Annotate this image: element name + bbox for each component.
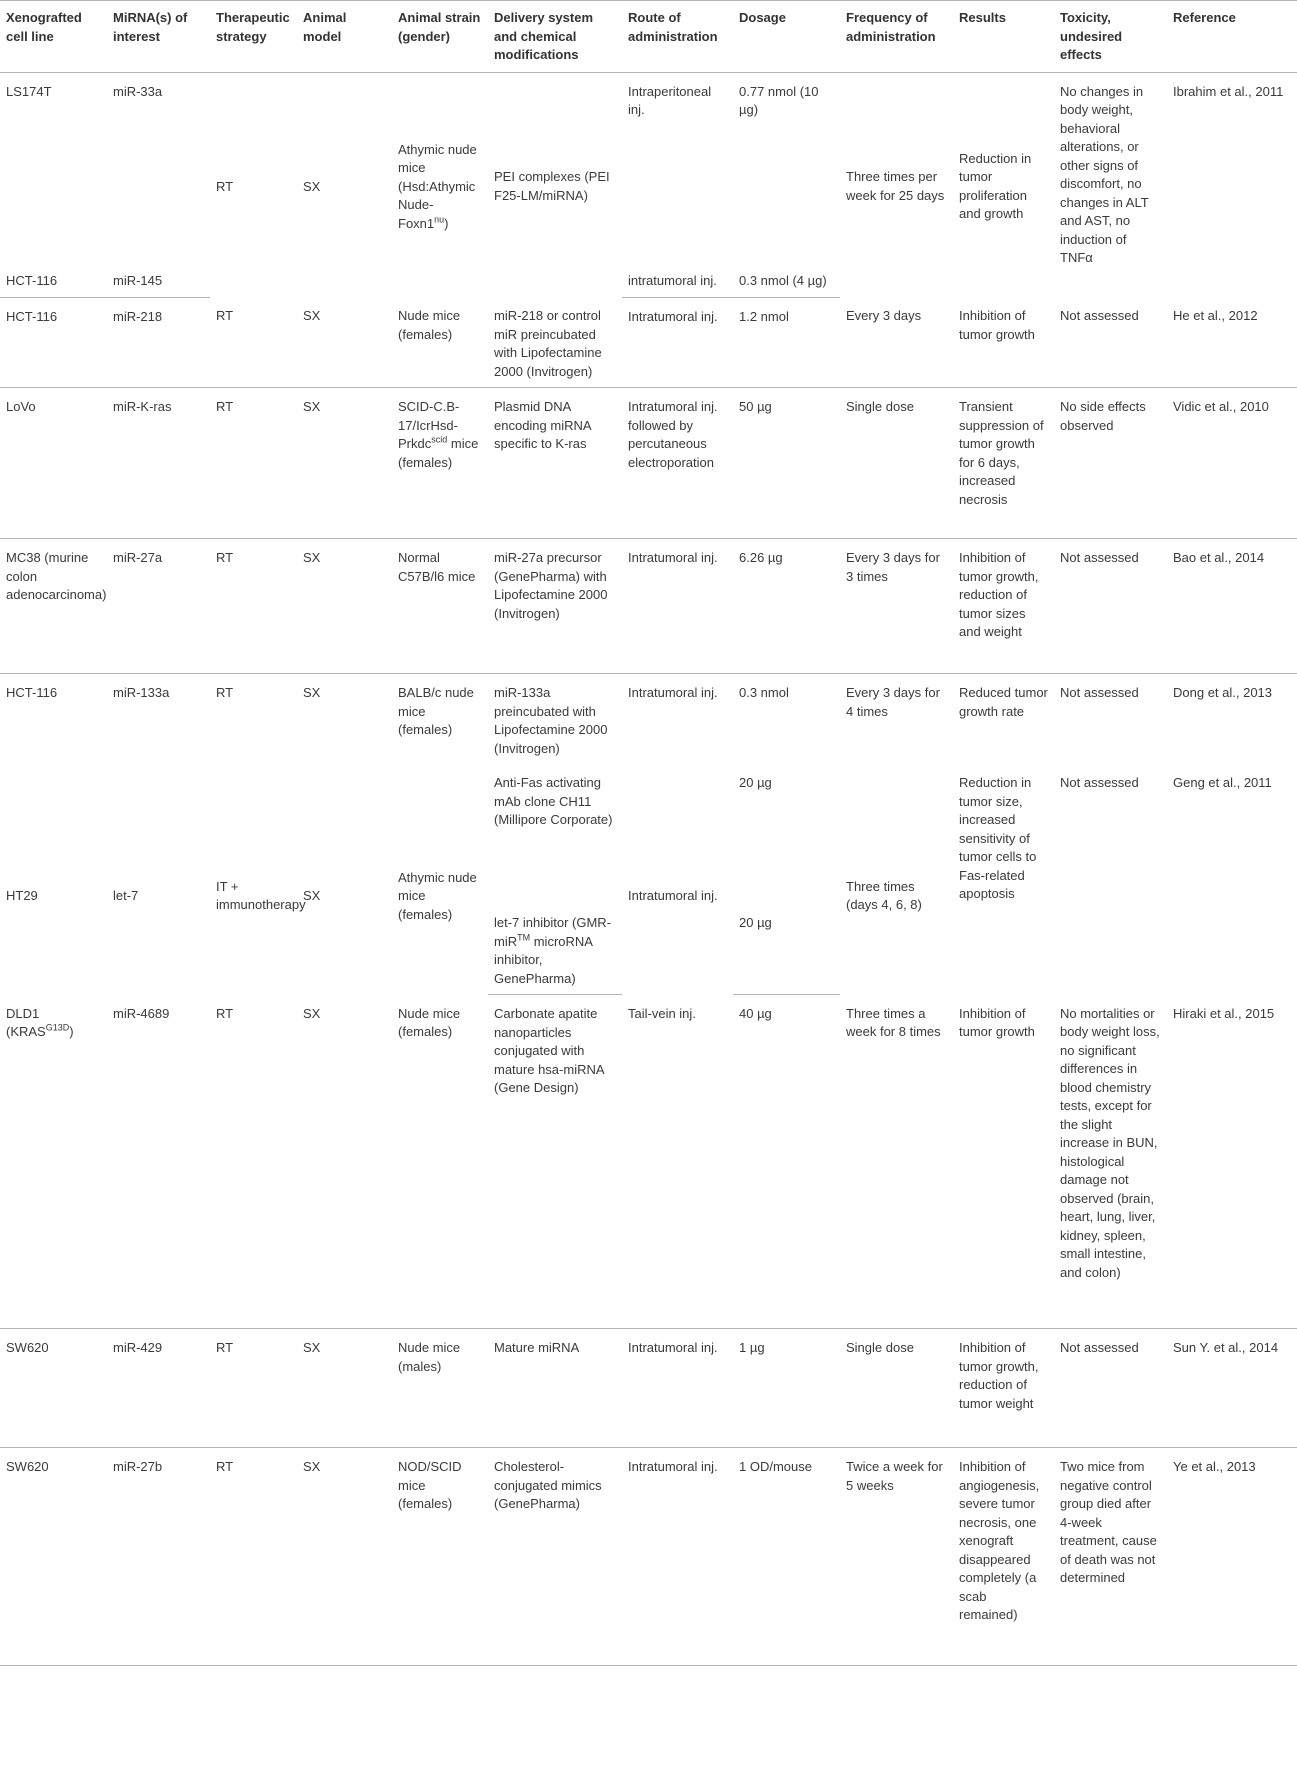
strategy: RT <box>210 388 297 539</box>
toxicity: No side effects observed <box>1054 388 1167 539</box>
col-header-dosage: Dosage <box>733 1 840 73</box>
mirna: miR-145 <box>107 150 210 297</box>
frequency: Single dose <box>840 1329 953 1448</box>
dosage: 0.3 nmol (4 µg) <box>733 150 840 297</box>
animal-model: SX <box>303 888 321 903</box>
mirna: miR-4689 <box>107 995 210 1329</box>
col-header-delivery: Delivery system and chemical modifications <box>488 1 622 73</box>
toxicity: No changes in body weight, behavioral alterations, or other signs of discomfort, no changes in ALT and AST, no induction of TNFα <box>1060 83 1149 265</box>
table-row <box>0 674 1297 765</box>
frequency: Single dose <box>840 388 953 539</box>
animal-model: SX <box>297 297 392 388</box>
delivery-system: Carbonate apatite nanoparticles conjugated with mature hsa-miRNA (Gene Design) <box>488 995 622 1329</box>
route: Intratumoral inj. <box>628 685 718 700</box>
cell-line: HCT-116 <box>6 685 58 700</box>
col-header-mirna: MiRNA(s) of interest <box>107 1 210 73</box>
route: Intratumoral inj. followed by percutaneous electroporation <box>622 388 733 539</box>
table-row <box>0 297 1297 388</box>
animal-strain: Nude mice (females) <box>392 995 488 1329</box>
table-row <box>0 1448 1297 1666</box>
mirna: miR-33a <box>113 83 163 99</box>
toxicity: Not assessed <box>1054 539 1167 674</box>
route: Intratumoral inj. <box>622 297 733 388</box>
results: Inhibition of tumor growth <box>953 297 1054 388</box>
reference: Bao et al., 2014 <box>1167 539 1297 674</box>
strategy: RT <box>210 1448 297 1666</box>
dosage: 40 µg <box>733 995 840 1329</box>
cell-line: SW620 <box>0 1448 107 1666</box>
dosage: 20 µg <box>733 904 840 995</box>
reference: Ibrahim et al., 2011 <box>1173 83 1284 99</box>
strategy: RT <box>210 1329 297 1448</box>
animal-model: SX <box>303 178 321 194</box>
strategy: RT <box>210 539 297 674</box>
cell-line: LoVo <box>0 388 107 539</box>
mirna: miR-K-ras <box>107 388 210 539</box>
col-header-cell-line: Xenografted cell line <box>0 1 107 73</box>
animal-strain: SCID-C.B-17/IcrHsd-Prkdc$^{scid}$ mice (females) <box>392 388 488 539</box>
frequency: Three times per week for 25 days <box>846 169 945 203</box>
results: Transient suppression of tumor growth for 6 days, increased necrosis <box>953 388 1054 539</box>
toxicity: Two mice from negative control group died after 4-week treatment, cause of death was not determined <box>1054 1448 1167 1666</box>
mirna: let-7 <box>113 888 139 903</box>
mirna: miR-27a <box>107 539 210 674</box>
col-header-results: Results <box>953 1 1054 73</box>
cell-line: MC38 (murine colon adenocarcinoma) <box>0 539 107 674</box>
col-header-strategy: Therapeutic strategy <box>210 1 297 73</box>
delivery-system: Plasmid DNA encoding miRNA specific to K-ras <box>488 388 622 539</box>
animal-strain: Athymic nude mice (females) <box>398 869 477 922</box>
cell-line: LS174T <box>6 83 52 99</box>
strategy: RT <box>210 995 297 1329</box>
frequency: Every 3 days for 4 times <box>846 685 940 719</box>
animal-strain: Normal C57B/l6 mice <box>392 539 488 674</box>
dosage: 0.77 nmol (10 µg) <box>739 83 819 117</box>
route: Tail-vein inj. <box>622 995 733 1329</box>
delivery-system: miR-133a preincubated with Lipofectamine 2000 (Invitrogen) <box>494 685 608 756</box>
toxicity: Not assessed <box>1054 297 1167 388</box>
route: Intraperitoneal inj. <box>628 83 712 117</box>
delivery-system: miR-218 or control miR preincubated with Lipofectamine 2000 (Invitrogen) <box>488 297 622 388</box>
col-header-reference: Reference <box>1167 1 1297 73</box>
header-row <box>0 1 1297 73</box>
strategy: RT <box>210 297 297 388</box>
table-row <box>0 1329 1297 1448</box>
col-header-route: Route of administration <box>622 1 733 73</box>
mirna: miR-429 <box>107 1329 210 1448</box>
strategy: RT <box>216 685 234 700</box>
results: Reduction in tumor proliferation and growth <box>959 150 1032 222</box>
mirna: miR-27b <box>107 1448 210 1666</box>
reference: Hiraki et al., 2015 <box>1167 995 1297 1329</box>
results: Reduction in tumor size, increased sensitivity of tumor cells to Fas-related apoptosis <box>959 775 1037 901</box>
frequency: Every 3 days <box>840 297 953 388</box>
route: Intratumoral inj. <box>622 1448 733 1666</box>
dosage: 1 µg <box>733 1329 840 1448</box>
dosage: 20 µg <box>739 775 772 790</box>
toxicity: Not assessed <box>1054 1329 1167 1448</box>
animal-model: SX <box>297 995 392 1329</box>
col-header-toxicity: Toxicity, undesired effects <box>1054 1 1167 73</box>
results: Inhibition of tumor growth <box>953 995 1054 1329</box>
reference: He et al., 2012 <box>1167 297 1297 388</box>
animal-model: SX <box>297 1448 392 1666</box>
results: Reduced tumor growth rate <box>959 685 1048 719</box>
cell-line: HCT-116 <box>0 150 107 297</box>
reference: Vidic et al., 2010 <box>1167 388 1297 539</box>
toxicity: No mortalities or body weight loss, no significant differences in blood chemistry tests, except for the slight increase in BUN, histological damage not observed (brain, heart, lung, liver, kidney, spleen, small intestine, and colon) <box>1054 995 1167 1329</box>
animal-model: SX <box>297 1329 392 1448</box>
table-row <box>0 995 1297 1329</box>
col-header-frequency: Frequency of administration <box>840 1 953 73</box>
toxicity: Not assessed <box>1060 685 1139 700</box>
toxicity: Not assessed <box>1060 775 1139 790</box>
delivery-system: Anti-Fas activating mAb clone CH11 (Millipore Corporate) <box>494 775 613 827</box>
animal-model: SX <box>303 685 321 700</box>
animal-strain: Nude mice (males) <box>392 1329 488 1448</box>
animal-model: SX <box>297 388 392 539</box>
col-header-model: Animal model <box>297 1 392 73</box>
results: Inhibition of angiogenesis, severe tumor necrosis, one xenograft disappeared completely (a scab remained) <box>953 1448 1054 1666</box>
frequency: Three times a week for 8 times <box>840 995 953 1329</box>
reference: Ye et al., 2013 <box>1167 1448 1297 1666</box>
table-row <box>0 539 1297 674</box>
animal-strain: Athymic nude mice (Hsd:Athymic Nude-$Foxn1^{nu}$) <box>398 141 477 231</box>
delivery-system: let-7 inhibitor (GMR-miR™ microRNA inhibitor, GenePharma) <box>488 904 622 995</box>
route: Intratumoral inj. <box>622 1329 733 1448</box>
delivery-system: Mature miRNA <box>488 1329 622 1448</box>
dosage: 0.3 nmol <box>739 685 789 700</box>
cell-line: SW620 <box>0 1329 107 1448</box>
results: Inhibition of tumor growth, reduction of tumor sizes and weight <box>953 539 1054 674</box>
reference: Sun Y. et al., 2014 <box>1167 1329 1297 1448</box>
frequency: Twice a week for 5 weeks <box>840 1448 953 1666</box>
mirna: miR-133a <box>113 685 170 700</box>
dosage: 6.26 µg <box>733 539 840 674</box>
dosage: 1 OD/mouse <box>733 1448 840 1666</box>
strategy: IT + immunotherapy <box>216 878 306 913</box>
animal-model: SX <box>297 539 392 674</box>
cell-line: HT29 <box>6 888 38 903</box>
route: Intratumoral inj. <box>628 888 718 903</box>
animal-strain: Nude mice (females) <box>392 297 488 388</box>
frequency: Three times (days 4, 6, 8) <box>846 878 922 913</box>
col-header-strain: Animal strain (gender) <box>392 1 488 73</box>
reference: Geng et al., 2011 <box>1173 775 1272 790</box>
table-row <box>0 72 1297 150</box>
table-row <box>0 388 1297 539</box>
animal-strain: NOD/SCID mice (females) <box>392 1448 488 1666</box>
reference: Dong et al., 2013 <box>1173 685 1273 700</box>
strategy: RT <box>216 178 234 194</box>
route: Intratumoral inj. <box>622 539 733 674</box>
delivery-system: PEI complexes (PEI F25-LM/miRNA) <box>494 169 610 203</box>
route: intratumoral inj. <box>622 150 733 297</box>
mirna: miR-218 <box>107 297 210 388</box>
cell-line: HCT-116 <box>0 297 107 388</box>
animal-strain: BALB/c nude mice (females) <box>398 685 474 737</box>
delivery-system: miR-27a precursor (GenePharma) with Lipofectamine 2000 (Invitrogen) <box>488 539 622 674</box>
frequency: Every 3 days for 3 times <box>840 539 953 674</box>
dosage: 50 µg <box>733 388 840 539</box>
results: Inhibition of tumor growth, reduction of tumor weight <box>953 1329 1054 1448</box>
cell-line: DLD1 $(KRAS^{G13D})$ <box>0 995 107 1329</box>
delivery-system: Cholesterol-conjugated mimics (GenePharma) <box>488 1448 622 1666</box>
table-row <box>0 764 1297 904</box>
dosage: 1.2 nmol <box>733 297 840 388</box>
